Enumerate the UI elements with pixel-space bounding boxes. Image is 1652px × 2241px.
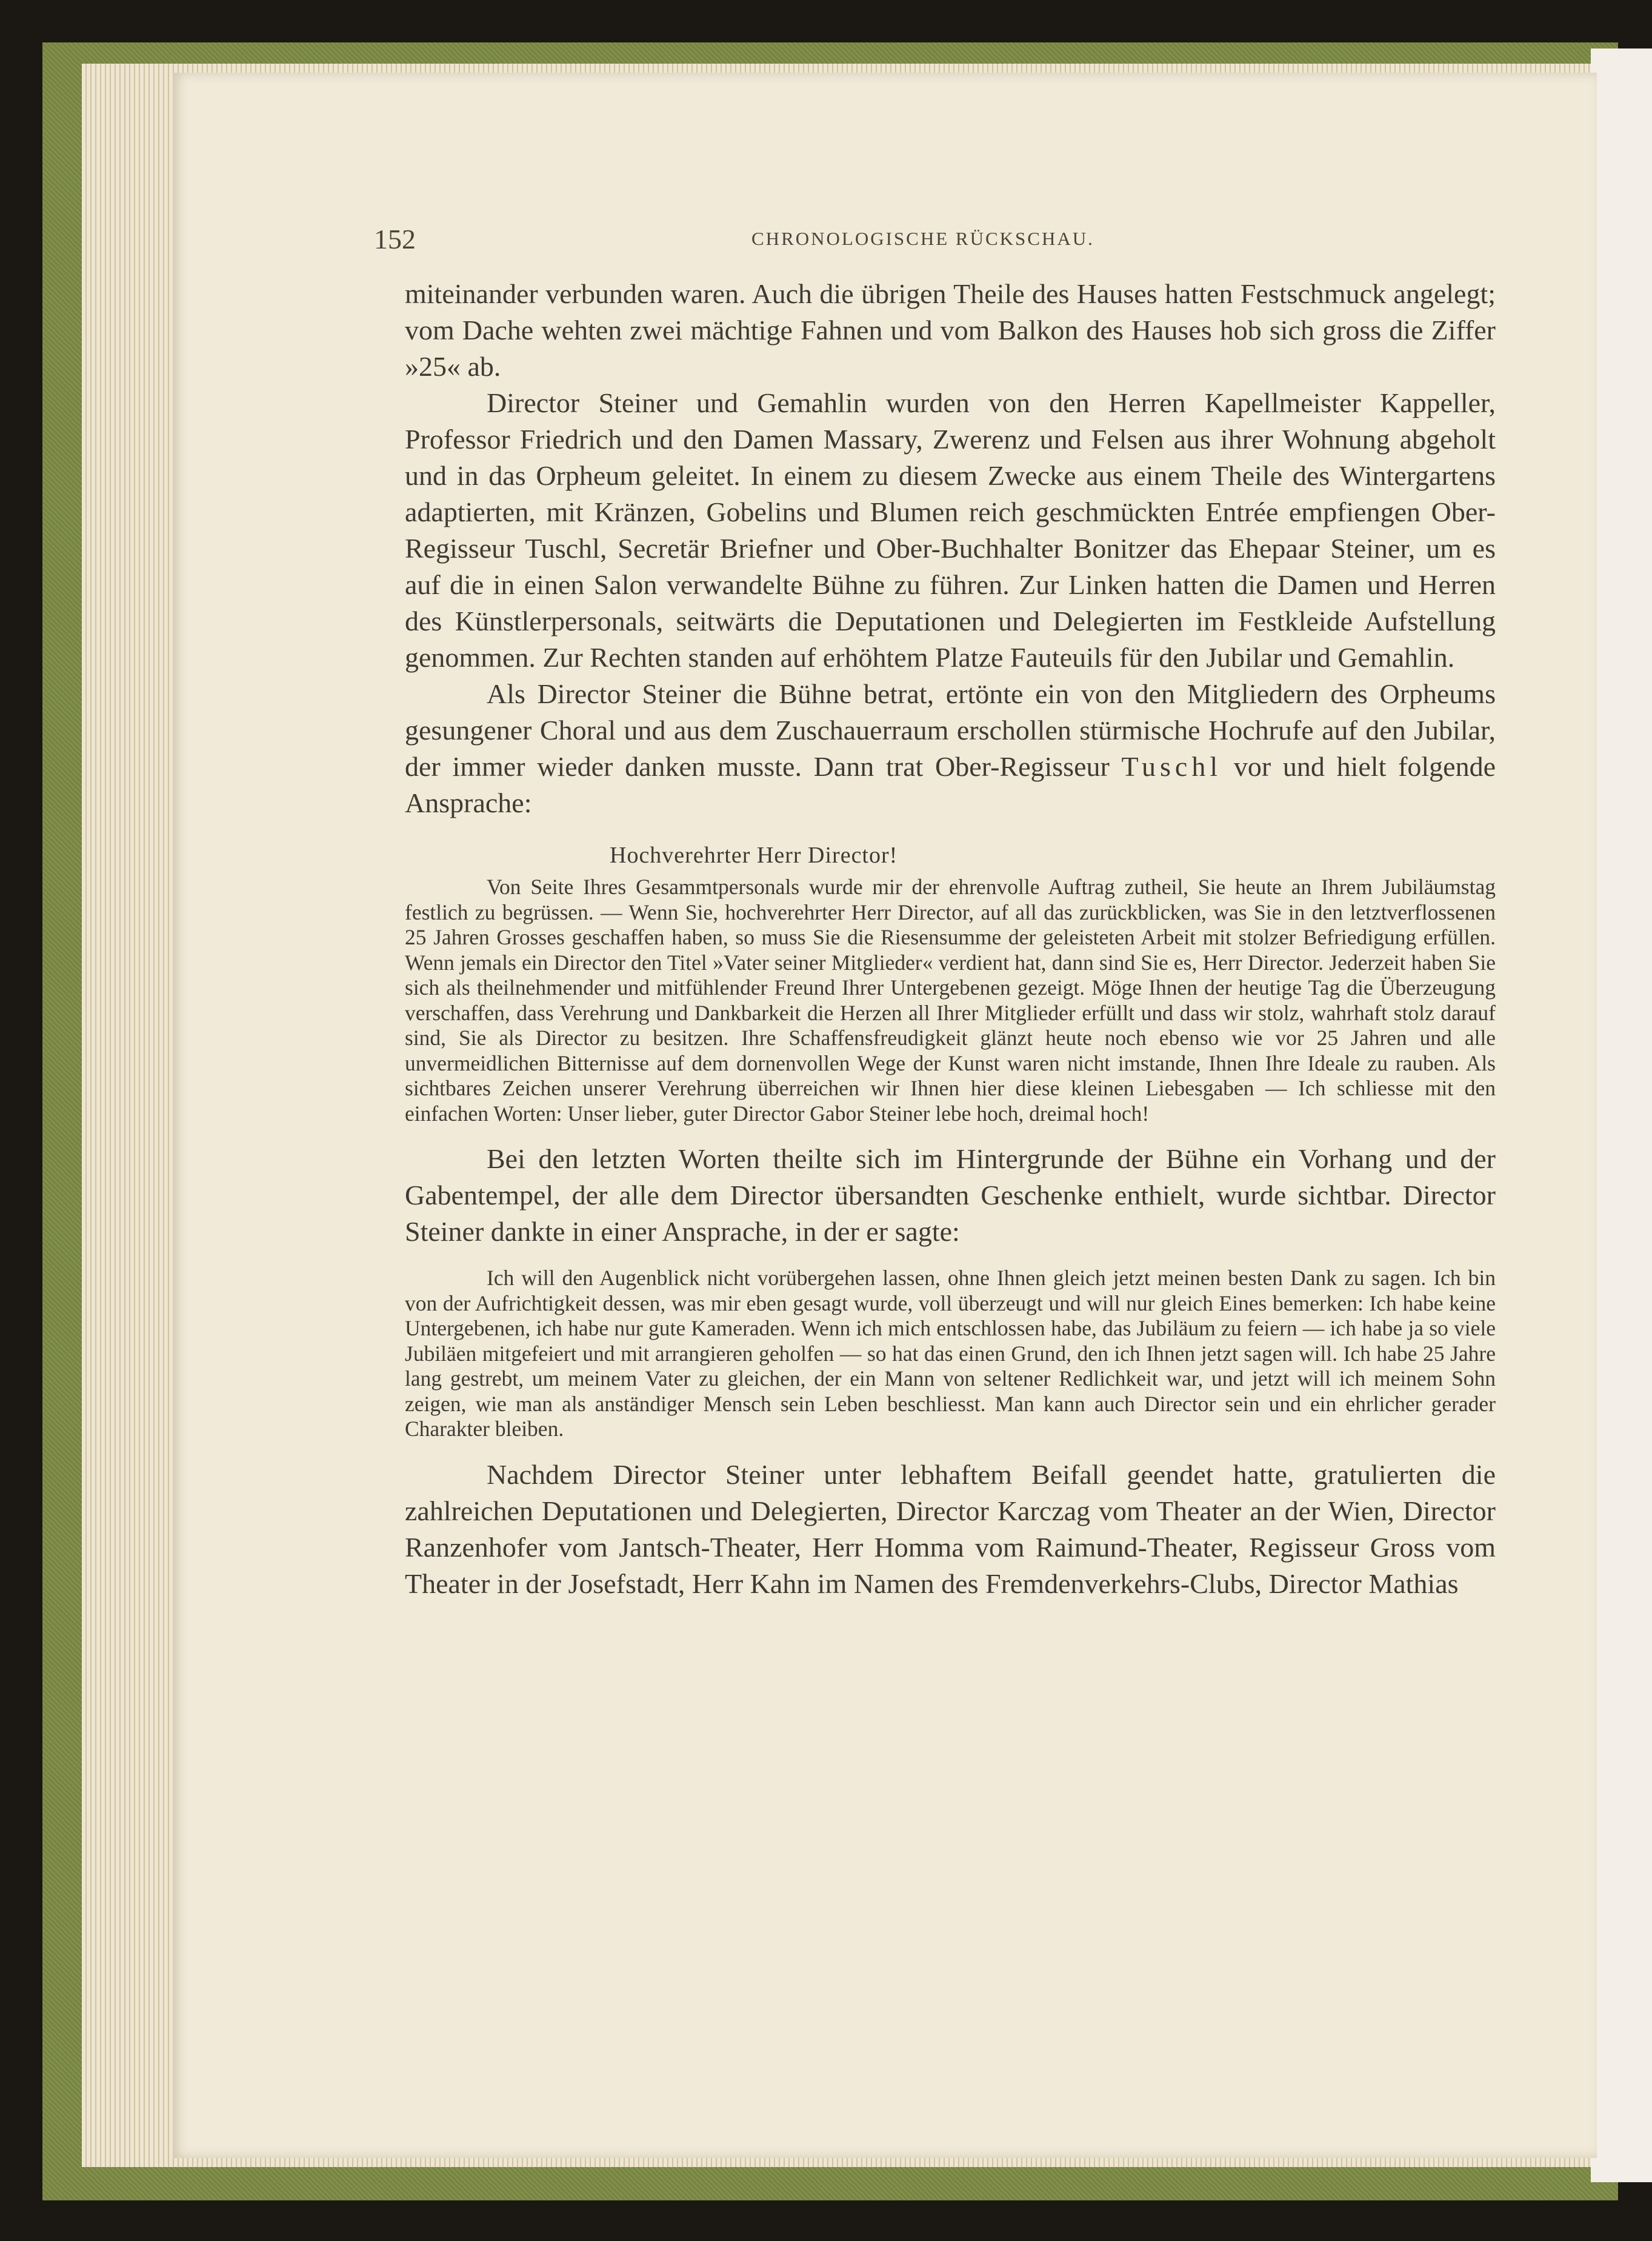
speaker-name: Tuschl (1121, 751, 1222, 782)
paragraph-continuation: miteinander verbunden waren. Auch die übrigen Theile des Hauses hatten Festschmuck angelegt; vom Dache wehten zwei mächtige Fahnen und vom Balkon des Hauses hob sich gross die Ziffer »25« ab. (405, 278, 1496, 382)
paragraph-choral (405, 676, 1496, 821)
paragraph-congratulations: Nachdem Director Steiner unter lebhaftem Beifall geendet hatte, gratulierten die zahlreichen Deputationen und Delegierten, Director Karczag vom Theater an der Wien, Director Ranzenhofer vom Jantsch-Theater, Herr Homma vom Raimund-Theater, Regisseur Gross vom Theater in der Josefstadt, Herr Kahn im Namen des Fremdenverkehrs-Clubs, Director Mathias (405, 1458, 1496, 1599)
speech-salutation: Hochverehrter Herr Director! (610, 843, 898, 868)
speech-tuschl: Von Seite Ihres Gesammtpersonals wurde mir der ehrenvolle Auftrag zutheil, Sie heute an Ihrem Jubiläumstag festlich zu begrüssen. — Wenn Sie, hochverehrter Herr Director, auf all das zurückblicken, was Sie in den letztverflossenen 25 Jahren Grosses geschaffen haben, so muss Sie die Riesensumme der geleisteten Arbeit mit stolzer Befriedigung erfüllen. Wenn jemals ein Director den Titel »Vater seiner Mitglieder« verdient hat, dann sind Sie es, Herr Director. Jederzeit haben Sie sich als theilnehmender und mitfühlender Freund Ihrer Untergebenen gezeigt. Möge Ihnen der heutige Tag die Überzeugung verschaffen, dass Verehrung und Dankbarkeit die Herzen all Ihrer Mitglieder erfüllt und dass wir stolz, wahrhaft stolz darauf sind, Sie als Director zu besitzen. Ihre Schaffensfreudigkeit glänzt heute noch ebenso wie vor 25 Jahren und alle unvermeidlichen Bitternisse auf dem dornenvollen Wege der Kunst waren nicht imstande, Ihnen Ihre Ideale zu rauben. Als sichtbares Zeichen unserer Verehrung überreichen wir Ihnen hier diese kleinen Liebesgaben — Ich schliesse mit den einfachen Worten: Unser lieber, guter Director Gabor Steiner lebe hoch, dreimal hoch! (405, 875, 1496, 1126)
running-title: CHRONOLOGISCHE RÜCKSCHAU. (751, 228, 1094, 249)
paragraph-curtain: Bei den letzten Worten theilte sich im Hintergrunde der Bühne ein Vorhang und der Gabentempel, der alle dem Director übersandten Geschenke enthielt, wurde sichtbar. Director Steiner dankte in einer Ansprache, in der er sagte: (405, 1143, 1496, 1247)
paragraph-choral-text: Als Director Steiner die Bühne betrat, ertönte ein von den Mitgliedern des Orpheums gesungener Choral und aus dem Zuschauerraum erschollen stürmische Hochrufe auf den Jubilar, der immer wieder danken musste. Dann trat Ober-Regisseur (405, 678, 1496, 782)
paragraph-reception: Director Steiner und Gemahlin wurden von den Herren Kapellmeister Kappeller, Professor Friedrich und den Damen Massary, Zwerenz und Felsen aus ihrer Wohnung abgeholt und in das Orpheum geleitet. In einem zu diesem Zwecke aus einem Theile des Wintergartens adaptierten, mit Kränzen, Gobelins und Blumen reich geschmückten Entrée empfiengen Ober-Regisseur Tuschl, Secretär Briefner und Ober-Buchhalter Bonitzer das Ehepaar Steiner, um es auf die in einen Salon verwandelte Bühne zu führen. Zur Linken hatten die Damen und Herren des Künstlerpersonals, seitwärts die Deputationen und Delegierten im Festkleide Aufstellung genommen. Zur Rechten standen auf erhöhtem Platze Fauteuils für den Jubilar und Gemahlin. (405, 387, 1496, 673)
backing-sheet (1591, 48, 1652, 2182)
paragraph-choral-end: vor und hielt folgende Ansprache: (405, 751, 1496, 818)
speech-steiner: Ich will den Augenblick nicht vorübergehen lassen, ohne Ihnen gleich jetzt meinen besten Dank zu sagen. Ich bin von der Aufrichtigkeit dessen, was mir eben gesagt wurde, voll überzeugt und will nur gleich Eines bemerken: Ich habe keine Untergebenen, ich habe nur gute Kameraden. Wenn ich mich entschlossen habe, das Jubiläum zu feiern — ich habe ja so viele Jubiläen mitgefeiert und mit arrangieren geholfen — so hat das einen Grund, den ich Ihnen jetzt sagen will. Ich habe 25 Jahre lang gestrebt, um meinem Vater zu gleichen, der ein Mann von seltener Redlichkeit war, und jetzt will ich meinem Sohn zeigen, wie man als anständiger Mensch sein Leben beschliesst. Man kann auch Director sein und ein ehrlicher gerader Charakter bleiben. (405, 1266, 1496, 1441)
page-number: 152 (374, 224, 416, 255)
page-text (405, 276, 1496, 1602)
